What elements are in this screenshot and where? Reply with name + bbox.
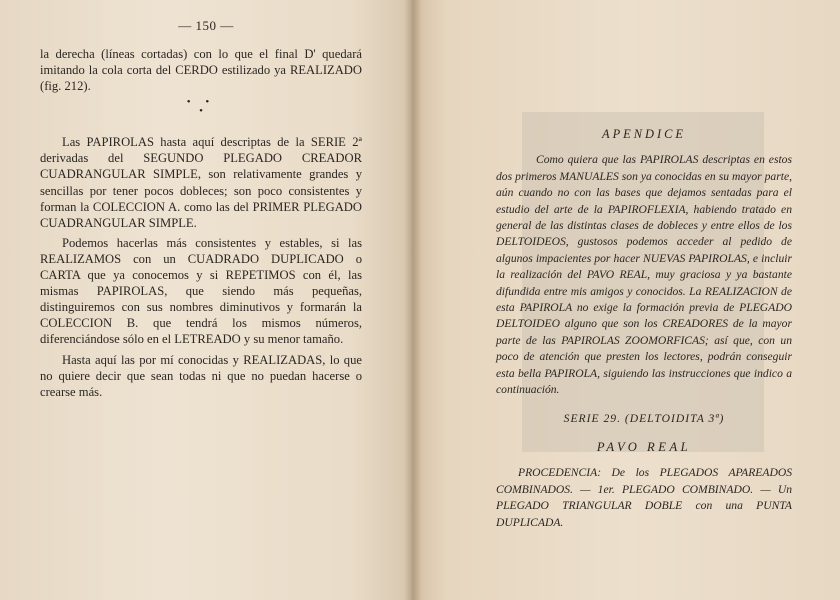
paragraph-closing: Hasta aquí las por mí conocidas y REALIZADAS, lo que no quiere decir que sean todas ni que no puedan hacerse o crearse más. bbox=[40, 352, 362, 399]
right-page-text bbox=[496, 126, 792, 531]
paragraph-coleccion-a: Las PAPIROLAS hasta aquí descriptas de la SERIE 2ª derivadas del SEGUNDO PLEGADO CREADOR CUADRANGULAR SIMPLE, son relativamente grandes y sencillas por tener pocos dobleces; son poco consistentes y forman la COLECCION A. como las del PRIMER PLEGADO CUADRANGULAR SIMPLE. bbox=[40, 135, 362, 230]
appendix-paragraph: Como quiera que las PAPIROLAS descriptas en estos dos primeros MANUALES son ya conocidas en su mayor parte, aún cuando no con las bases que dejamos sentadas para el estudio del arte de la PAPIROFLEXIA, habiendo tratado en general de las distintas clases de dobleces y entre ellos de los DELTOIDEOS, gustosos podemos acceder al pedido de algunos impacientes por hacer NUEVAS PAPIROLAS, e incluir la realización del PAVO REAL, muy graciosa y ya bastante difundida entre mis amigos y conocidos. La REALIZACION de esta PAPIROLA no exige la formación previa de PLEGADO DELTOIDEO alguno que son los CREADORES de la mayor parte de las PAPIROLAS ZOOMORFICAS; así que, con un poco de atención que presten los lectores, podrán conseguir esta bella PAPIROLA, siguiendo las instrucciones que indico a continuación. bbox=[496, 153, 792, 397]
left-page bbox=[0, 0, 412, 600]
procedencia-paragraph: PROCEDENCIA: De los PLEGADOS APAREADOS COMBINADOS. — 1er. PLEGADO COMBINADO. — Un PLEGADO TRIANGULAR DOBLE con una PUNTA DUPLICADA. bbox=[496, 466, 792, 529]
section-separator bbox=[40, 98, 362, 116]
book-gutter bbox=[404, 0, 422, 600]
paragraph-continuation: la derecha (líneas cortadas) con lo que el final D' quedará imitando la cola corta del CERDO estilizado ya REALIZADO (fig. 212). bbox=[40, 47, 362, 94]
series-heading: SERIE 29. (DELTOIDITA 3ª) bbox=[563, 411, 725, 425]
separator-dots-top: • • bbox=[186, 96, 216, 109]
left-page-text bbox=[40, 46, 362, 400]
page-number: — 150 — bbox=[178, 18, 234, 33]
paragraph-coleccion-b: Podemos hacerlas más consistentes y estables, si las REALIZAMOS con un CUADRADO DUPLICADO o CARTA que ya conocemos y si REPETIMOS con él, las mismas PAPIROLAS, que siendo más pequeñas, distinguiremos con sus nombres diminutivos y formarán la COLECCION B. que tendrá los mismos números, diferenciándose sólo en el LETREADO y su menor tamaño. bbox=[40, 235, 362, 347]
appendix-heading: APENDICE bbox=[602, 127, 686, 141]
separator-dot-bottom: • bbox=[199, 105, 203, 118]
pavo-real-title: PAVO REAL bbox=[596, 439, 692, 454]
